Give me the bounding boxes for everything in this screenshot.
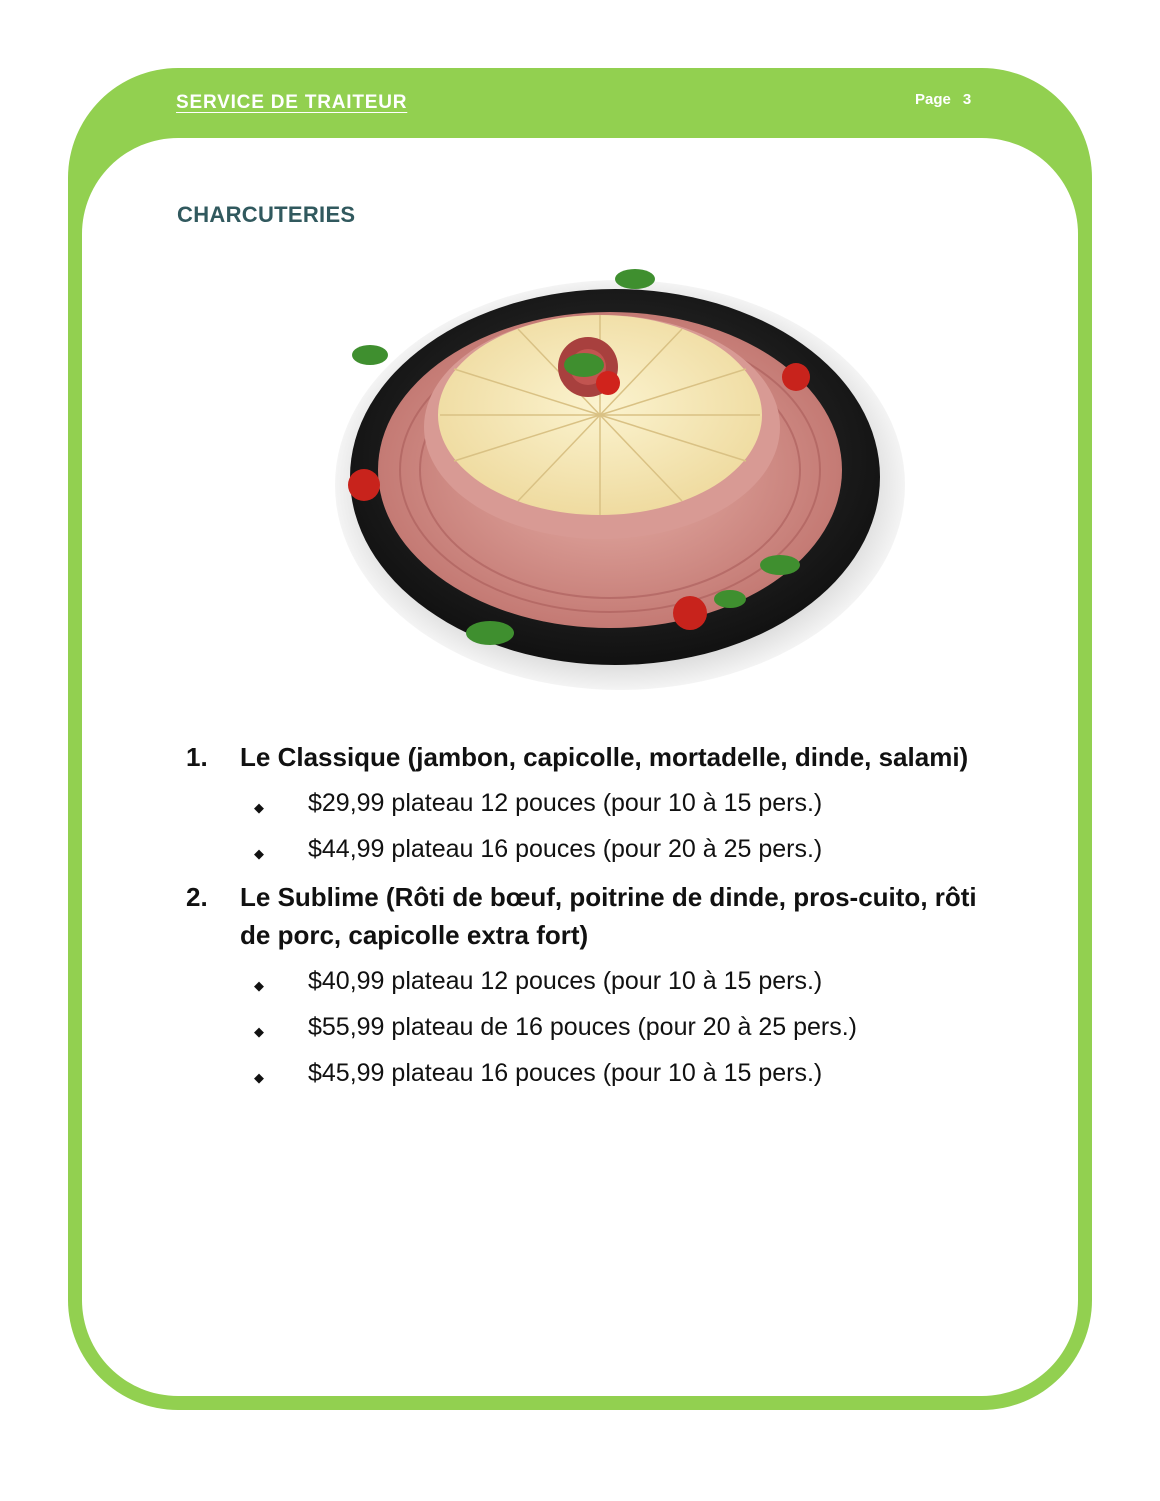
option-list	[186, 780, 986, 872]
price-option	[186, 958, 986, 1004]
parsley	[466, 621, 514, 645]
price-option	[186, 1004, 986, 1050]
option-text: $40,99 plateau 12 pouces (pour 10 à 15 pers.)	[308, 967, 823, 995]
header-title: SERVICE DE TRAITEUR	[176, 92, 408, 113]
price-option	[186, 1050, 986, 1096]
item-number: 1.	[186, 742, 208, 772]
item-title: Le Classique (jambon, capicolle, mortadelle, dinde, salami)	[240, 742, 969, 772]
cherry-tomato	[596, 371, 620, 395]
page-number: 3	[962, 91, 972, 108]
cherry-tomato	[782, 363, 810, 391]
price-option	[186, 826, 986, 872]
menu-item-sublime	[186, 878, 986, 954]
diamond-bullet-icon: ◆	[254, 800, 264, 815]
diamond-bullet-icon: ◆	[254, 846, 264, 861]
option-text: $55,99 plateau de 16 pouces (pour 20 à 25 pers.)	[308, 1013, 858, 1041]
item-title: Le Sublime (Rôti de bœuf, poitrine de dinde, pros-cuito, rôti de porc, capicolle extra fort)	[240, 882, 977, 950]
diamond-bullet-icon: ◆	[254, 1024, 264, 1039]
parsley	[714, 590, 746, 608]
option-text: $44,99 plateau 16 pouces (pour 20 à 25 pers.)	[308, 835, 823, 863]
page-label: Page	[915, 91, 951, 108]
charcuterie-platter-image	[330, 265, 910, 695]
parsley	[352, 345, 388, 365]
parsley	[615, 269, 655, 289]
menu-list	[186, 738, 986, 1102]
cherry-tomato	[673, 596, 707, 630]
section-title: CHARCUTERIES	[177, 202, 356, 227]
diamond-bullet-icon: ◆	[254, 978, 264, 993]
parsley	[564, 353, 604, 377]
option-list	[186, 958, 986, 1096]
cherry-tomato	[348, 469, 380, 501]
item-number: 2.	[186, 882, 208, 912]
price-option	[186, 780, 986, 826]
page-indicator	[915, 91, 971, 108]
menu-item-classique	[186, 738, 986, 776]
option-text: $45,99 plateau 16 pouces (pour 10 à 15 pers.)	[308, 1059, 823, 1087]
diamond-bullet-icon: ◆	[254, 1070, 264, 1085]
option-text: $29,99 plateau 12 pouces (pour 10 à 15 pers.)	[308, 789, 823, 817]
parsley	[760, 555, 800, 575]
